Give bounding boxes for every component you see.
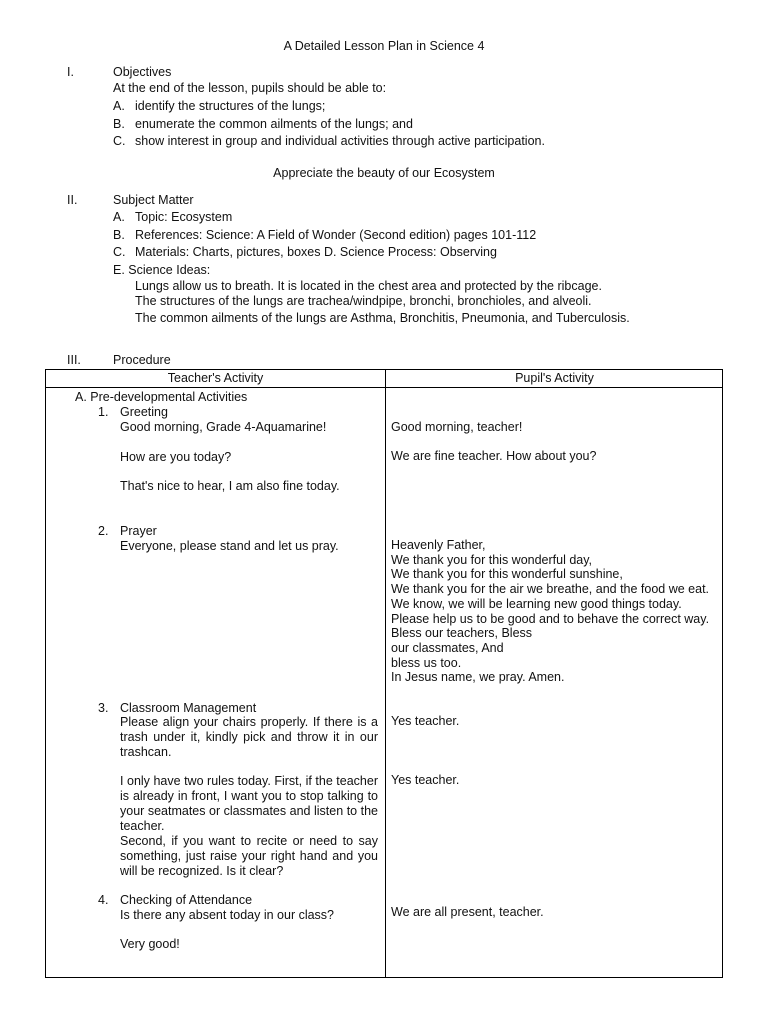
greeting-number: 1. xyxy=(98,405,109,419)
subject-letter-a: A. xyxy=(113,210,125,224)
section-pre-developmental: A. Pre-developmental Activities xyxy=(75,390,248,404)
objective-item-c: show interest in group and individual activities through active participation. xyxy=(135,134,545,148)
document-title: A Detailed Lesson Plan in Science 4 xyxy=(283,39,485,53)
classroom-teacher-paragraph-3: Second, if you want to recite or need to say something, just raise your right hand and you will be recognized. Is it clear? xyxy=(120,834,378,878)
subject-matter-heading: Subject Matter xyxy=(113,193,194,207)
objectives-heading: Objectives xyxy=(113,65,172,79)
attendance-pupil-line-1: We are all present, teacher. xyxy=(391,905,544,919)
prayer-pupil-response xyxy=(391,538,709,685)
column-divider xyxy=(385,370,386,977)
classroom-teacher-paragraph-1: Please align your chairs properly. If there is a trash under it, kindly pick and throw it in our trashcan. xyxy=(120,715,378,759)
procedure-table xyxy=(45,369,723,978)
prayer-number: 2. xyxy=(98,524,109,538)
greeting-heading: Greeting xyxy=(120,405,168,419)
science-idea-2: The structures of the lungs are trachea/windpipe, bronchi, bronchioles, and alveoli. xyxy=(135,294,592,308)
objective-item-a: identify the structures of the lungs; xyxy=(135,99,326,113)
pupil-activity-header: Pupil's Activity xyxy=(515,371,594,385)
objective-item-b: enumerate the common ailments of the lungs; and xyxy=(135,117,413,131)
objective-letter-b: B. xyxy=(113,117,125,131)
value-statement: Appreciate the beauty of our Ecosystem xyxy=(273,166,495,180)
science-ideas-heading: E. Science Ideas: xyxy=(113,263,211,277)
greeting-pupil-line-2: We are fine teacher. How about you? xyxy=(391,449,597,463)
greeting-pupil-line-1: Good morning, teacher! xyxy=(391,420,523,434)
subject-letter-b: B. xyxy=(113,228,125,242)
attendance-teacher-line-1: Is there any absent today in our class? xyxy=(120,908,335,922)
prayer-line: our classmates, And xyxy=(391,640,504,655)
classroom-teacher-paragraph-2: I only have two rules today. First, if the teacher is already in front, I want you to stop talking to your seatmates or classmates and listen to the teacher. xyxy=(120,774,378,833)
header-divider xyxy=(46,387,722,388)
greeting-teacher-line-1: Good morning, Grade 4-Aquamarine! xyxy=(120,420,327,434)
classroom-heading: Classroom Management xyxy=(120,701,257,715)
prayer-line: Heavenly Father, xyxy=(391,538,486,552)
subject-item-materials: Materials: Charts, pictures, boxes D. Science Process: Observing xyxy=(135,245,497,259)
attendance-heading: Checking of Attendance xyxy=(120,893,253,907)
objective-letter-c: C. xyxy=(113,134,126,148)
prayer-line: bless us too. xyxy=(391,655,462,670)
prayer-line: We thank you for this wonderful sunshine, xyxy=(391,567,623,582)
procedure-numeral: III. xyxy=(67,353,81,367)
prayer-line: We thank you for the air we breathe, and the food we eat. xyxy=(391,582,710,597)
subject-matter-numeral: II. xyxy=(67,193,78,207)
subject-item-references: References: Science: A Field of Wonder (Second edition) pages 101-112 xyxy=(135,228,537,242)
objective-letter-a: A. xyxy=(113,99,125,113)
greeting-teacher-line-3: That's nice to hear, I am also fine today. xyxy=(120,479,340,493)
classroom-number: 3. xyxy=(98,701,109,715)
science-idea-1: Lungs allow us to breath. It is located in the chest area and protected by the ribcage. xyxy=(135,279,602,293)
objectives-intro: At the end of the lesson, pupils should be able to: xyxy=(113,81,387,95)
science-idea-3: The common ailments of the lungs are Asthma, Bronchitis, Pneumonia, and Tuberculosis. xyxy=(135,311,630,325)
prayer-line: Please help us to be good and to behave the correct way. xyxy=(391,611,710,626)
objectives-numeral: I. xyxy=(67,65,74,79)
prayer-line: Bless our teachers, Bless xyxy=(391,626,533,641)
prayer-heading: Prayer xyxy=(120,524,157,538)
subject-letter-c: C. xyxy=(113,245,126,259)
procedure-heading: Procedure xyxy=(113,353,171,367)
prayer-teacher-line: Everyone, please stand and let us pray. xyxy=(120,539,339,553)
prayer-line: In Jesus name, we pray. Amen. xyxy=(391,670,565,685)
attendance-number: 4. xyxy=(98,893,109,907)
greeting-teacher-line-2: How are you today? xyxy=(120,450,232,464)
prayer-line: We thank you for this wonderful day, xyxy=(391,552,593,567)
teacher-activity-header: Teacher's Activity xyxy=(167,371,264,385)
classroom-pupil-line-2: Yes teacher. xyxy=(391,773,460,787)
subject-item-topic: Topic: Ecosystem xyxy=(135,210,233,224)
classroom-pupil-line-1: Yes teacher. xyxy=(391,714,460,728)
attendance-teacher-line-2: Very good! xyxy=(120,937,180,951)
prayer-line: We know, we will be learning new good things today. xyxy=(391,596,682,611)
